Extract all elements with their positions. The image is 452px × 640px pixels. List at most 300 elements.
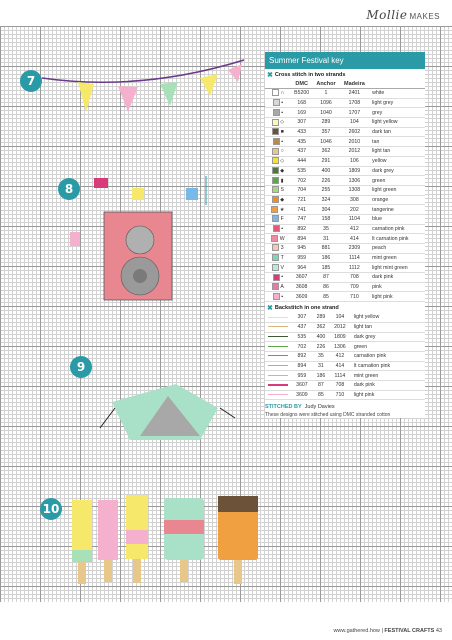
dmc-cell: 433: [291, 127, 312, 137]
line-cell: [265, 313, 291, 322]
stitch-symbol: ■: [280, 129, 284, 136]
table-row: [265, 137, 425, 147]
cross-stitch-heading-text: Cross stitch in two strands: [274, 72, 346, 78]
dmc-cell: 535: [291, 166, 312, 176]
table-row: [265, 185, 425, 195]
line-cell: [265, 332, 291, 342]
color-swatch: [272, 215, 279, 222]
cross-stitch-table: [265, 80, 425, 302]
brand-script: Mollie: [366, 8, 408, 22]
flag: [200, 74, 218, 96]
guy-rope: [220, 408, 235, 418]
table-row: [265, 156, 425, 166]
color-name-cell: pink: [369, 282, 425, 292]
table-row: [265, 263, 425, 273]
dmc-cell: 307: [291, 118, 312, 128]
anchor-cell: 289: [312, 118, 339, 128]
anchor-cell: 255: [312, 185, 339, 195]
color-name-cell: dark pink: [351, 380, 425, 390]
symbol-cell: [265, 253, 291, 263]
table-header-row: [265, 80, 425, 89]
dmc-cell: 437: [291, 147, 312, 157]
dmc-cell: 959: [291, 371, 313, 381]
madeira-cell: 1104: [340, 214, 370, 224]
column-header: DMC: [291, 80, 312, 89]
color-name-cell: dark grey: [351, 332, 425, 342]
anchor-cell: 304: [312, 205, 339, 215]
color-swatch: [272, 177, 279, 184]
madeira-cell: 2010: [340, 137, 370, 147]
motif-number-badge: 7: [20, 70, 42, 92]
cross-icon: ✖: [267, 305, 273, 313]
lolly: [126, 495, 148, 559]
table-row: [265, 147, 425, 157]
ice-lolly-motifs: [72, 495, 258, 584]
madeira-cell: 2012: [329, 322, 351, 332]
speaker-tweeter: [126, 226, 154, 254]
lolly-stick: [234, 560, 242, 584]
lolly: [72, 500, 92, 550]
backstitch-line: [268, 317, 288, 318]
anchor-cell: 226: [313, 342, 329, 352]
madeira-cell: 708: [329, 380, 351, 390]
motif-number-badge: 8: [58, 178, 80, 200]
anchor-cell: 85: [312, 292, 339, 302]
madeira-cell: 202: [340, 205, 370, 215]
stitch-symbol: ▪: [281, 274, 284, 281]
anchor-cell: 31: [312, 234, 339, 244]
column-header: [265, 80, 291, 89]
music-note: [94, 178, 108, 188]
dmc-cell: 3607: [291, 380, 313, 390]
symbol-cell: [265, 292, 291, 302]
music-note: [132, 188, 144, 200]
backstitch-table: [265, 313, 425, 400]
footer-page-number: 43: [435, 628, 442, 634]
symbol-cell: [265, 263, 291, 273]
stitch-symbol: ◇: [280, 158, 285, 165]
table-row: [265, 390, 425, 400]
symbol-cell: [265, 214, 291, 224]
backstitch-line: [268, 394, 288, 395]
lolly-stick: [133, 559, 141, 583]
table-row: [265, 176, 425, 186]
page-footer: [333, 628, 442, 634]
color-swatch: [272, 148, 279, 155]
dmc-cell: 892: [291, 224, 312, 234]
dmc-cell: 959: [291, 253, 312, 263]
line-cell: [265, 342, 291, 352]
anchor-cell: 400: [313, 332, 329, 342]
symbol-cell: [265, 156, 291, 166]
table-row: [265, 273, 425, 283]
color-name-cell: light yellow: [369, 118, 425, 128]
anchor-cell: 1046: [312, 137, 339, 147]
table-row: [265, 98, 425, 108]
color-name-cell: dark tan: [369, 127, 425, 137]
table-row: [265, 332, 425, 342]
symbol-cell: [265, 108, 291, 118]
table-row: [265, 282, 425, 292]
table-row: [265, 313, 425, 322]
color-swatch: [272, 264, 279, 271]
anchor-cell: 1: [312, 89, 339, 99]
stitch-symbol: V: [280, 264, 284, 271]
dmc-cell: 702: [291, 176, 312, 186]
stitch-symbol: W: [279, 235, 285, 242]
column-header: Madeira: [340, 80, 370, 89]
stitch-symbol: ◇: [280, 119, 285, 126]
color-name-cell: light grey: [369, 98, 425, 108]
table-row: [265, 205, 425, 215]
anchor-cell: 86: [312, 282, 339, 292]
cross-stitch-rows: [265, 89, 425, 302]
table-row: [265, 371, 425, 381]
symbol-cell: [265, 118, 291, 128]
table-row: [265, 108, 425, 118]
music-note: [70, 232, 80, 246]
anchor-cell: 289: [313, 313, 329, 322]
madeira-cell: 710: [340, 292, 370, 302]
anchor-cell: 85: [313, 390, 329, 400]
color-name-cell: tangerine: [369, 205, 425, 215]
tent-motif: [100, 384, 235, 440]
color-name-cell: light pink: [369, 292, 425, 302]
table-row: [265, 118, 425, 128]
table-row: [265, 195, 425, 205]
table-row: [265, 380, 425, 390]
lolly-band: [72, 550, 92, 562]
madeira-cell: 1114: [329, 371, 351, 381]
dmc-cell: 894: [291, 234, 312, 244]
madeira-cell: 1809: [340, 166, 370, 176]
anchor-cell: 186: [313, 371, 329, 381]
stitched-by-label: STITCHED BY: [265, 404, 302, 411]
madeira-cell: 412: [340, 224, 370, 234]
lolly-chocolate: [218, 496, 258, 512]
color-name-cell: carnation pink: [351, 351, 425, 361]
color-name-cell: tan: [369, 137, 425, 147]
madeira-cell: 709: [340, 282, 370, 292]
cross-stitch-heading: [265, 69, 425, 80]
anchor-cell: 87: [313, 380, 329, 390]
color-name-cell: dark pink: [369, 273, 425, 283]
dmc-cell: 702: [291, 342, 313, 352]
color-name-cell: lt carnation pink: [351, 361, 425, 371]
backstitch-line: [268, 346, 288, 347]
color-swatch: [272, 196, 279, 203]
symbol-cell: [265, 89, 291, 99]
color-name-cell: light tan: [351, 322, 425, 332]
cross-icon: ✖: [267, 72, 273, 79]
flag: [228, 64, 242, 82]
madeira-cell: 2012: [340, 147, 370, 157]
dmc-cell: 3609: [291, 292, 312, 302]
stitch-symbol: ▪: [281, 225, 284, 232]
color-name-cell: light green: [369, 185, 425, 195]
backstitch-line: [268, 365, 288, 366]
stitch-symbol: T: [280, 255, 284, 262]
madeira-cell: 710: [329, 390, 351, 400]
dmc-cell: 3608: [291, 282, 312, 292]
table-row: [265, 351, 425, 361]
color-name-cell: peach: [369, 244, 425, 254]
key-title: Summer Festival key: [265, 52, 425, 69]
color-swatch: [273, 293, 280, 300]
table-row: [265, 244, 425, 254]
anchor-cell: 158: [312, 214, 339, 224]
thread-note: These designs were stitched using DMC stranded cotton: [265, 412, 391, 419]
symbol-cell: [265, 273, 291, 283]
anchor-cell: 1096: [312, 98, 339, 108]
symbol-cell: [265, 147, 291, 157]
dmc-cell: 894: [291, 361, 313, 371]
guy-rope: [100, 408, 115, 428]
stitch-symbol: ▪: [281, 293, 284, 300]
flag: [118, 86, 138, 112]
backstitch-heading: [265, 302, 425, 313]
lolly: [98, 500, 118, 560]
table-row: [265, 214, 425, 224]
backstitch-line: [268, 355, 288, 356]
dmc-cell: 169: [291, 108, 312, 118]
color-name-cell: dark grey: [369, 166, 425, 176]
footer-separator: |: [381, 628, 383, 634]
color-swatch: [272, 244, 279, 251]
line-cell: [265, 371, 291, 381]
dmc-cell: 307: [291, 313, 313, 322]
motif-number-badge: 10: [40, 498, 62, 520]
line-cell: [265, 322, 291, 332]
color-swatch: [272, 128, 279, 135]
color-swatch: [273, 138, 280, 145]
dmc-cell: 945: [291, 244, 312, 254]
madeira-cell: 2309: [340, 244, 370, 254]
anchor-cell: 185: [312, 263, 339, 273]
backstitch-line: [268, 384, 288, 385]
color-swatch: [272, 283, 279, 290]
stitch-symbol: F: [280, 216, 284, 223]
anchor-cell: 1040: [312, 108, 339, 118]
table-row: [265, 253, 425, 263]
dmc-cell: 437: [291, 322, 313, 332]
madeira-cell: 414: [329, 361, 351, 371]
speaker-cone: [133, 269, 147, 283]
stitch-symbol: 3: [280, 245, 284, 252]
color-name-cell: light yellow: [351, 313, 425, 322]
key-panel: [265, 52, 425, 418]
color-swatch: [272, 186, 279, 193]
symbol-cell: [265, 127, 291, 137]
lolly-band: [126, 530, 148, 544]
madeira-cell: 104: [340, 118, 370, 128]
dmc-cell: 964: [291, 263, 312, 273]
table-row: [265, 127, 425, 137]
madeira-cell: 1809: [329, 332, 351, 342]
color-name-cell: lt carnation pink: [369, 234, 425, 244]
line-cell: [265, 390, 291, 400]
anchor-cell: 35: [312, 224, 339, 234]
dmc-cell: 535: [291, 332, 313, 342]
stitch-symbol: ▪: [281, 138, 284, 145]
lolly-stick: [180, 560, 188, 582]
symbol-cell: [265, 195, 291, 205]
stitched-by: [265, 404, 425, 410]
color-swatch: [272, 254, 279, 261]
backstitch-heading-text: Backstitch in one strand: [274, 305, 339, 312]
anchor-cell: 362: [312, 147, 339, 157]
color-name-cell: yellow: [369, 156, 425, 166]
dmc-cell: 747: [291, 214, 312, 224]
motif-number-badge: 9: [70, 356, 92, 378]
anchor-cell: 881: [312, 244, 339, 254]
symbol-cell: [265, 166, 291, 176]
symbol-cell: [265, 137, 291, 147]
footer-url: www.gathered.how: [333, 628, 380, 634]
lolly-band: [164, 520, 204, 534]
music-note: [186, 188, 198, 200]
madeira-cell: 414: [340, 234, 370, 244]
bunting-flags: [78, 64, 242, 112]
symbol-cell: [265, 176, 291, 186]
madeira-cell: 1306: [340, 176, 370, 186]
speaker-motif: [70, 176, 206, 300]
color-name-cell: carnation pink: [369, 224, 425, 234]
madeira-cell: 308: [340, 195, 370, 205]
madeira-cell: 412: [329, 351, 351, 361]
dmc-cell: 3607: [291, 273, 312, 283]
stitch-symbol: ▮: [280, 177, 284, 184]
stitch-symbol: ◆: [280, 167, 285, 174]
color-name-cell: white: [369, 89, 425, 99]
color-name-cell: green: [369, 176, 425, 186]
backstitch-line: [268, 336, 288, 337]
madeira-cell: 106: [340, 156, 370, 166]
stitch-symbol: ▪: [281, 109, 284, 116]
dmc-cell: 721: [291, 195, 312, 205]
symbol-cell: [265, 282, 291, 292]
madeira-cell: 1306: [329, 342, 351, 352]
lolly-stick: [78, 562, 86, 584]
dmc-cell: 3609: [291, 390, 313, 400]
madeira-cell: 1707: [340, 108, 370, 118]
color-name-cell: light mint green: [369, 263, 425, 273]
lolly-stick: [104, 560, 112, 582]
table-row: [265, 166, 425, 176]
color-swatch: [273, 109, 280, 116]
table-row: [265, 342, 425, 352]
dmc-cell: 168: [291, 98, 312, 108]
anchor-cell: 35: [313, 351, 329, 361]
color-name-cell: blue: [369, 214, 425, 224]
brand-word: MAKES: [409, 12, 440, 21]
line-cell: [265, 351, 291, 361]
stitch-symbol: ○: [280, 148, 284, 155]
color-swatch: [272, 157, 279, 164]
symbol-cell: [265, 185, 291, 195]
color-name-cell: light pink: [351, 390, 425, 400]
anchor-cell: 357: [312, 127, 339, 137]
dmc-cell: 741: [291, 205, 312, 215]
anchor-cell: 186: [312, 253, 339, 263]
madeira-cell: 1308: [340, 185, 370, 195]
symbol-cell: [265, 98, 291, 108]
symbol-cell: [265, 244, 291, 254]
color-swatch: [273, 99, 280, 106]
footer-publication: FESTIVAL CRAFTS: [384, 628, 435, 634]
color-swatch: [272, 167, 279, 174]
stitched-by-name: Judy Davies: [304, 404, 335, 411]
backstitch-line: [268, 375, 288, 376]
anchor-cell: 324: [312, 195, 339, 205]
color-name-cell: green: [351, 342, 425, 352]
table-row: [265, 234, 425, 244]
madeira-cell: 1708: [340, 98, 370, 108]
anchor-cell: 226: [312, 176, 339, 186]
symbol-cell: [265, 224, 291, 234]
stitch-symbol: A: [280, 284, 284, 291]
madeira-cell: 104: [329, 313, 351, 322]
color-swatch: [272, 119, 279, 126]
madeira-cell: 2401: [340, 89, 370, 99]
stitch-symbol: ▪: [281, 100, 284, 107]
color-swatch: [273, 274, 280, 281]
madeira-cell: 708: [340, 273, 370, 283]
column-header: [369, 80, 425, 89]
color-name-cell: mint green: [369, 253, 425, 263]
color-swatch: [271, 206, 278, 213]
dmc-cell: 444: [291, 156, 312, 166]
table-row: [265, 322, 425, 332]
dmc-cell: 892: [291, 351, 313, 361]
backstitch-rows: [265, 313, 425, 400]
stitch-symbol: ◆: [280, 196, 285, 203]
anchor-cell: 87: [312, 273, 339, 283]
flag: [160, 82, 178, 106]
color-swatch: [273, 225, 280, 232]
table-row: [265, 361, 425, 371]
color-name-cell: light tan: [369, 147, 425, 157]
madeira-cell: 1114: [340, 253, 370, 263]
dmc-cell: 704: [291, 185, 312, 195]
anchor-cell: 400: [312, 166, 339, 176]
anchor-cell: 31: [313, 361, 329, 371]
symbol-cell: [265, 234, 291, 244]
anchor-cell: 362: [313, 322, 329, 332]
line-cell: [265, 380, 291, 390]
color-name-cell: orange: [369, 195, 425, 205]
table-row: [265, 89, 425, 99]
line-cell: [265, 361, 291, 371]
madeira-cell: 1112: [340, 263, 370, 273]
stitch-symbol: ★: [279, 206, 285, 213]
backstitch-line: [268, 326, 288, 327]
madeira-cell: 2602: [340, 127, 370, 137]
table-row: [265, 224, 425, 234]
color-swatch: [272, 89, 279, 96]
color-swatch: [271, 235, 278, 242]
symbol-cell: [265, 205, 291, 215]
dmc-cell: 435: [291, 137, 312, 147]
table-row: [265, 292, 425, 302]
color-name-cell: grey: [369, 108, 425, 118]
anchor-cell: 291: [312, 156, 339, 166]
flag: [78, 82, 94, 112]
dmc-cell: B5200: [291, 89, 312, 99]
color-name-cell: mint green: [351, 371, 425, 381]
column-header: Anchor: [312, 80, 339, 89]
stitch-symbol: ∩: [280, 90, 285, 97]
